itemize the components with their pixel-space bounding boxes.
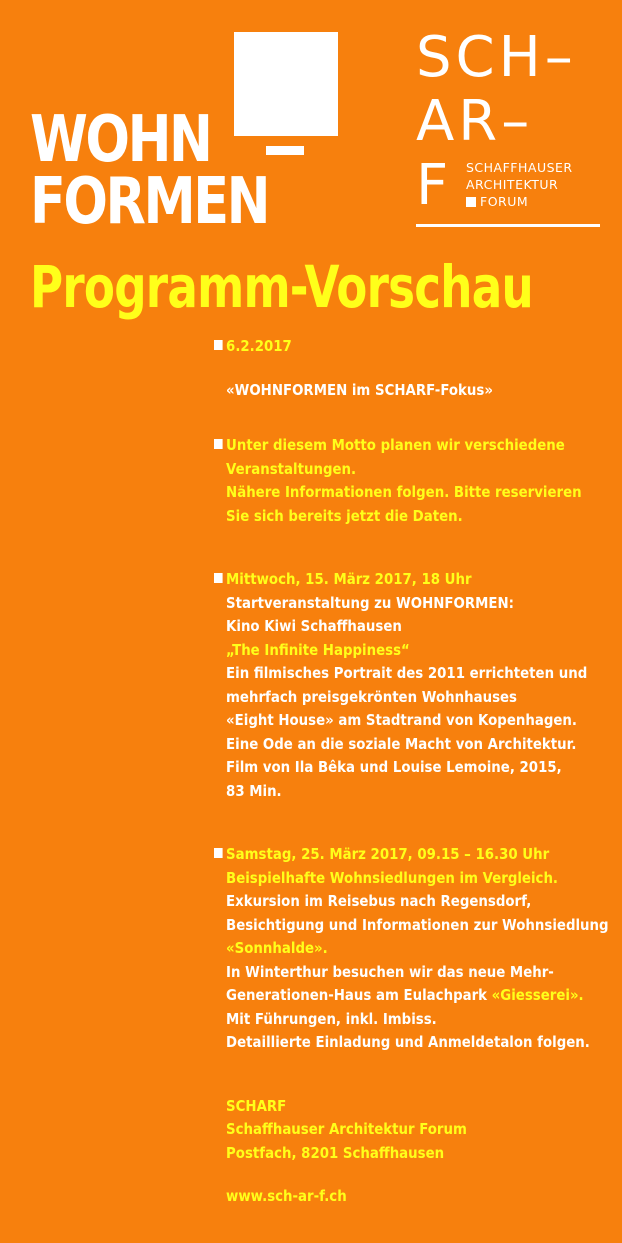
date-line — [214, 335, 558, 359]
event2-giesserei-prefix: Generationen-Haus am Eulachpark — [226, 986, 492, 1004]
contact-name: Schaffhauser Architektur Forum — [226, 1120, 467, 1138]
motto-text: «WOHNFORMEN im SCHARF-Fokus» — [226, 380, 493, 399]
contact-address: Postfach, 8201 Schaffhausen — [226, 1143, 445, 1162]
scharf-logo — [416, 25, 600, 230]
event1-line: «Eight House» am Stadtrand von Kopenhagen. — [226, 711, 577, 729]
intro-text-3: Sie sich bereits jetzt die Daten. — [226, 506, 463, 525]
event2-when-line — [214, 843, 558, 867]
bullet-icon — [214, 573, 223, 583]
event2-giesserei-line — [214, 984, 584, 1008]
page-title: Programm-Vorschau — [30, 253, 533, 321]
intro-line — [214, 434, 565, 458]
logo-wohn-text: WOHN — [30, 103, 211, 177]
scharf-logo-line2: AR– — [416, 89, 534, 154]
event1-line: Kino Kiwi Schaffhausen — [226, 617, 402, 635]
event2-line: Detaillierte Einladung und Anmeldetalon folgen. — [226, 1033, 590, 1051]
event2-giesserei: «Giesserei». — [491, 986, 584, 1004]
event1-line: Film von Ila Bêka und Louise Lemoine, 2015, — [226, 758, 562, 776]
event2-line: In Winterthur besuchen wir das neue Mehr- — [226, 962, 554, 981]
event2-when: Samstag, 25. März 2017, 09.15 – 16.30 Uhr — [226, 845, 550, 863]
event1-line: mehrfach preisgekrönten Wohnhauses — [226, 687, 517, 706]
event1-line: Ein filmisches Portrait des 2011 errichteten und — [226, 664, 588, 682]
event2-line: Exkursion im Reisebus nach Regensdorf, — [226, 892, 532, 910]
intro-text-0: Unter diesem Motto planen wir verschiedene — [226, 436, 565, 454]
scharf-logo-sub3: FORUM — [480, 194, 529, 209]
scharf-logo-line3: F — [416, 153, 453, 218]
event2-line: Besichtigung und Informationen zur Wohnsiedlung — [226, 915, 609, 934]
event1-line: Startveranstaltung zu WOHNFORMEN: — [226, 593, 514, 612]
event1-film-title: „The Infinite Happiness“ — [226, 640, 410, 659]
logo-square — [234, 32, 338, 136]
wohnformen-logo — [30, 30, 340, 239]
event1-when: Mittwoch, 15. März 2017, 18 Uhr — [226, 570, 472, 588]
event1-line: 83 Min. — [226, 781, 282, 800]
event1-line: Eine Ode an die soziale Macht von Architektur. — [226, 734, 577, 753]
contact-org: SCHARF — [226, 1096, 287, 1115]
event2-line: Mit Führungen, inkl. Imbiss. — [226, 1009, 437, 1028]
scharf-logo-rule — [416, 224, 600, 227]
event2-sonnhalde: «Sonnhalde». — [226, 939, 328, 957]
bullet-icon — [214, 340, 223, 350]
contact-website-link[interactable]: www.sch-ar-f.ch — [226, 1187, 347, 1205]
program-content — [214, 335, 614, 1209]
logo-formen-text: FORMEN — [30, 165, 269, 239]
bullet-icon — [214, 848, 223, 858]
scharf-logo-sub1: SCHAFFHAUSER — [466, 160, 573, 175]
scharf-logo-sub2: ARCHITEKTUR — [466, 177, 559, 192]
scharf-logo-line1: SCH– — [416, 25, 577, 90]
event2-headline: Beispielhafte Wohnsiedlungen im Vergleich. — [226, 868, 559, 887]
logo-dash — [266, 146, 304, 155]
date-text: 6.2.2017 — [226, 337, 292, 355]
intro-text-1: Veranstaltungen. — [226, 459, 357, 478]
intro-text-2: Nähere Informationen folgen. Bitte reservieren — [226, 483, 582, 501]
event1-when-line — [214, 568, 558, 592]
bullet-icon — [214, 439, 223, 449]
scharf-logo-square-icon — [466, 197, 476, 207]
